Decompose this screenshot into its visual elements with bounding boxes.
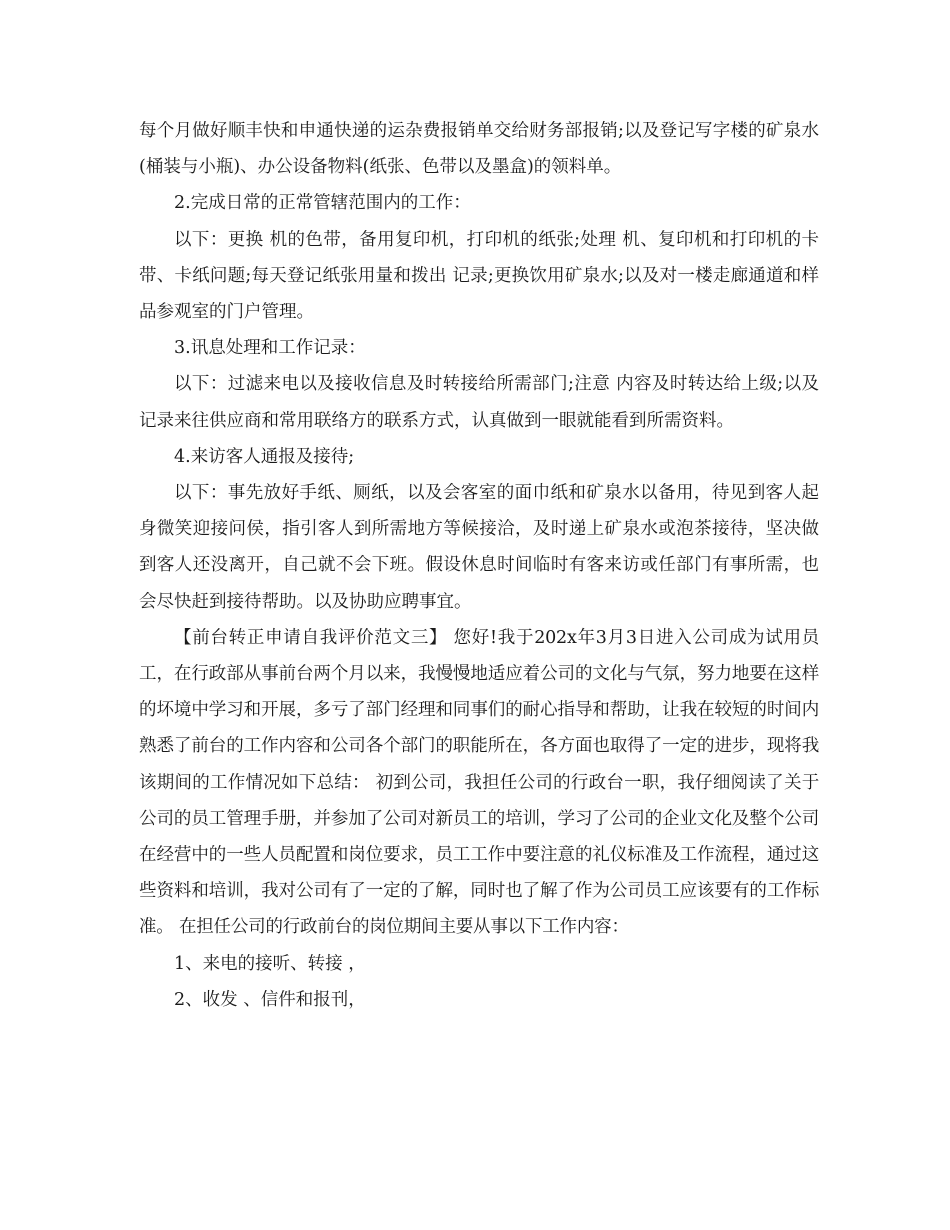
paragraph-courier-reimbursement: 每个月做好顺丰快和申通快递的运杂费报销单交给财务部报销;以及登记写字楼的矿泉水(桶装与小瓶)、办公设备物料(纸张、色带以及墨盒)的领料单。 <box>139 121 819 178</box>
list-item-mail: 2、收发 、信件和报刊， <box>174 989 366 1010</box>
paragraph-visitor-reception: 以下：事先放好手纸、厕纸，以及会客室的面巾纸和矿泉水以备用，待见到客人起身微笑迎接问侯，指引客人到所需地方等候接洽，及时递上矿泉水或泡茶接待，坚决做到客人还没离开，自己就不会下班。假设休息时间临时有客来访或任部门有事所需，也会尽快赶到接待帮助。以及协助应聘事宜。 <box>139 483 819 612</box>
list-item-phone: 1、来电的接听、转接 ， <box>174 953 366 974</box>
heading-message-handling: 3.讯息处理和工作记录： <box>174 338 366 359</box>
paragraph-sample-three: 【前台转正申请自我评价范文三】 您好!我于202x年3月3日进入公司成为试用员工，在行政部从事前台两个月以来，我慢慢地适应着公司的文化与气氛，努力地要在这样的坏境中学习和开展，多亏了部门经理和同事们的耐心指导和帮助，让我在较短的时间内熟悉了前台的工作内容和公司各个部门的职能所在，各方面也取得了一定的进步，现将我该期间的工作情况如下总结： 初到公司，我担任公司的行政台一职，我仔细阅读了关于公司的员工管理手册，并参加了公司对新员工的培训，学习了公司的企业文化及整个公司在经营中的一些人员配置和岗位要求，员工工作中要注意的礼仪标准及工作流程，通过这些资料和培训，我对公司有了一定的了解，同时也了解了作为公司员工应该要有的工作标准。 在担任公司的行政前台的岗位期间主要从事以下工作内容： <box>139 627 819 938</box>
paragraph-daily-work: 以下：更换 机的色带，备用复印机，打印机的纸张;处理 机、复印机和打印机的卡带、卡纸问题;每天登记纸张用量和拨出 记录;更换饮用矿泉水;以及对一楼走廊通道和样品参观室的门户管理。 <box>139 229 819 323</box>
paragraph-message-handling: 以下：过滤来电以及接收信息及时转接给所需部门;注意 内容及时转达给上级;以及记录来往供应商和常用联络方的联系方式，认真做到一眼就能看到所需资料。 <box>139 374 819 431</box>
heading-daily-work: 2.完成日常的正常管辖范围内的工作： <box>174 193 471 214</box>
document-body <box>139 113 819 1018</box>
heading-visitor-reception: 4.来访客人通报及接待; <box>174 446 355 467</box>
